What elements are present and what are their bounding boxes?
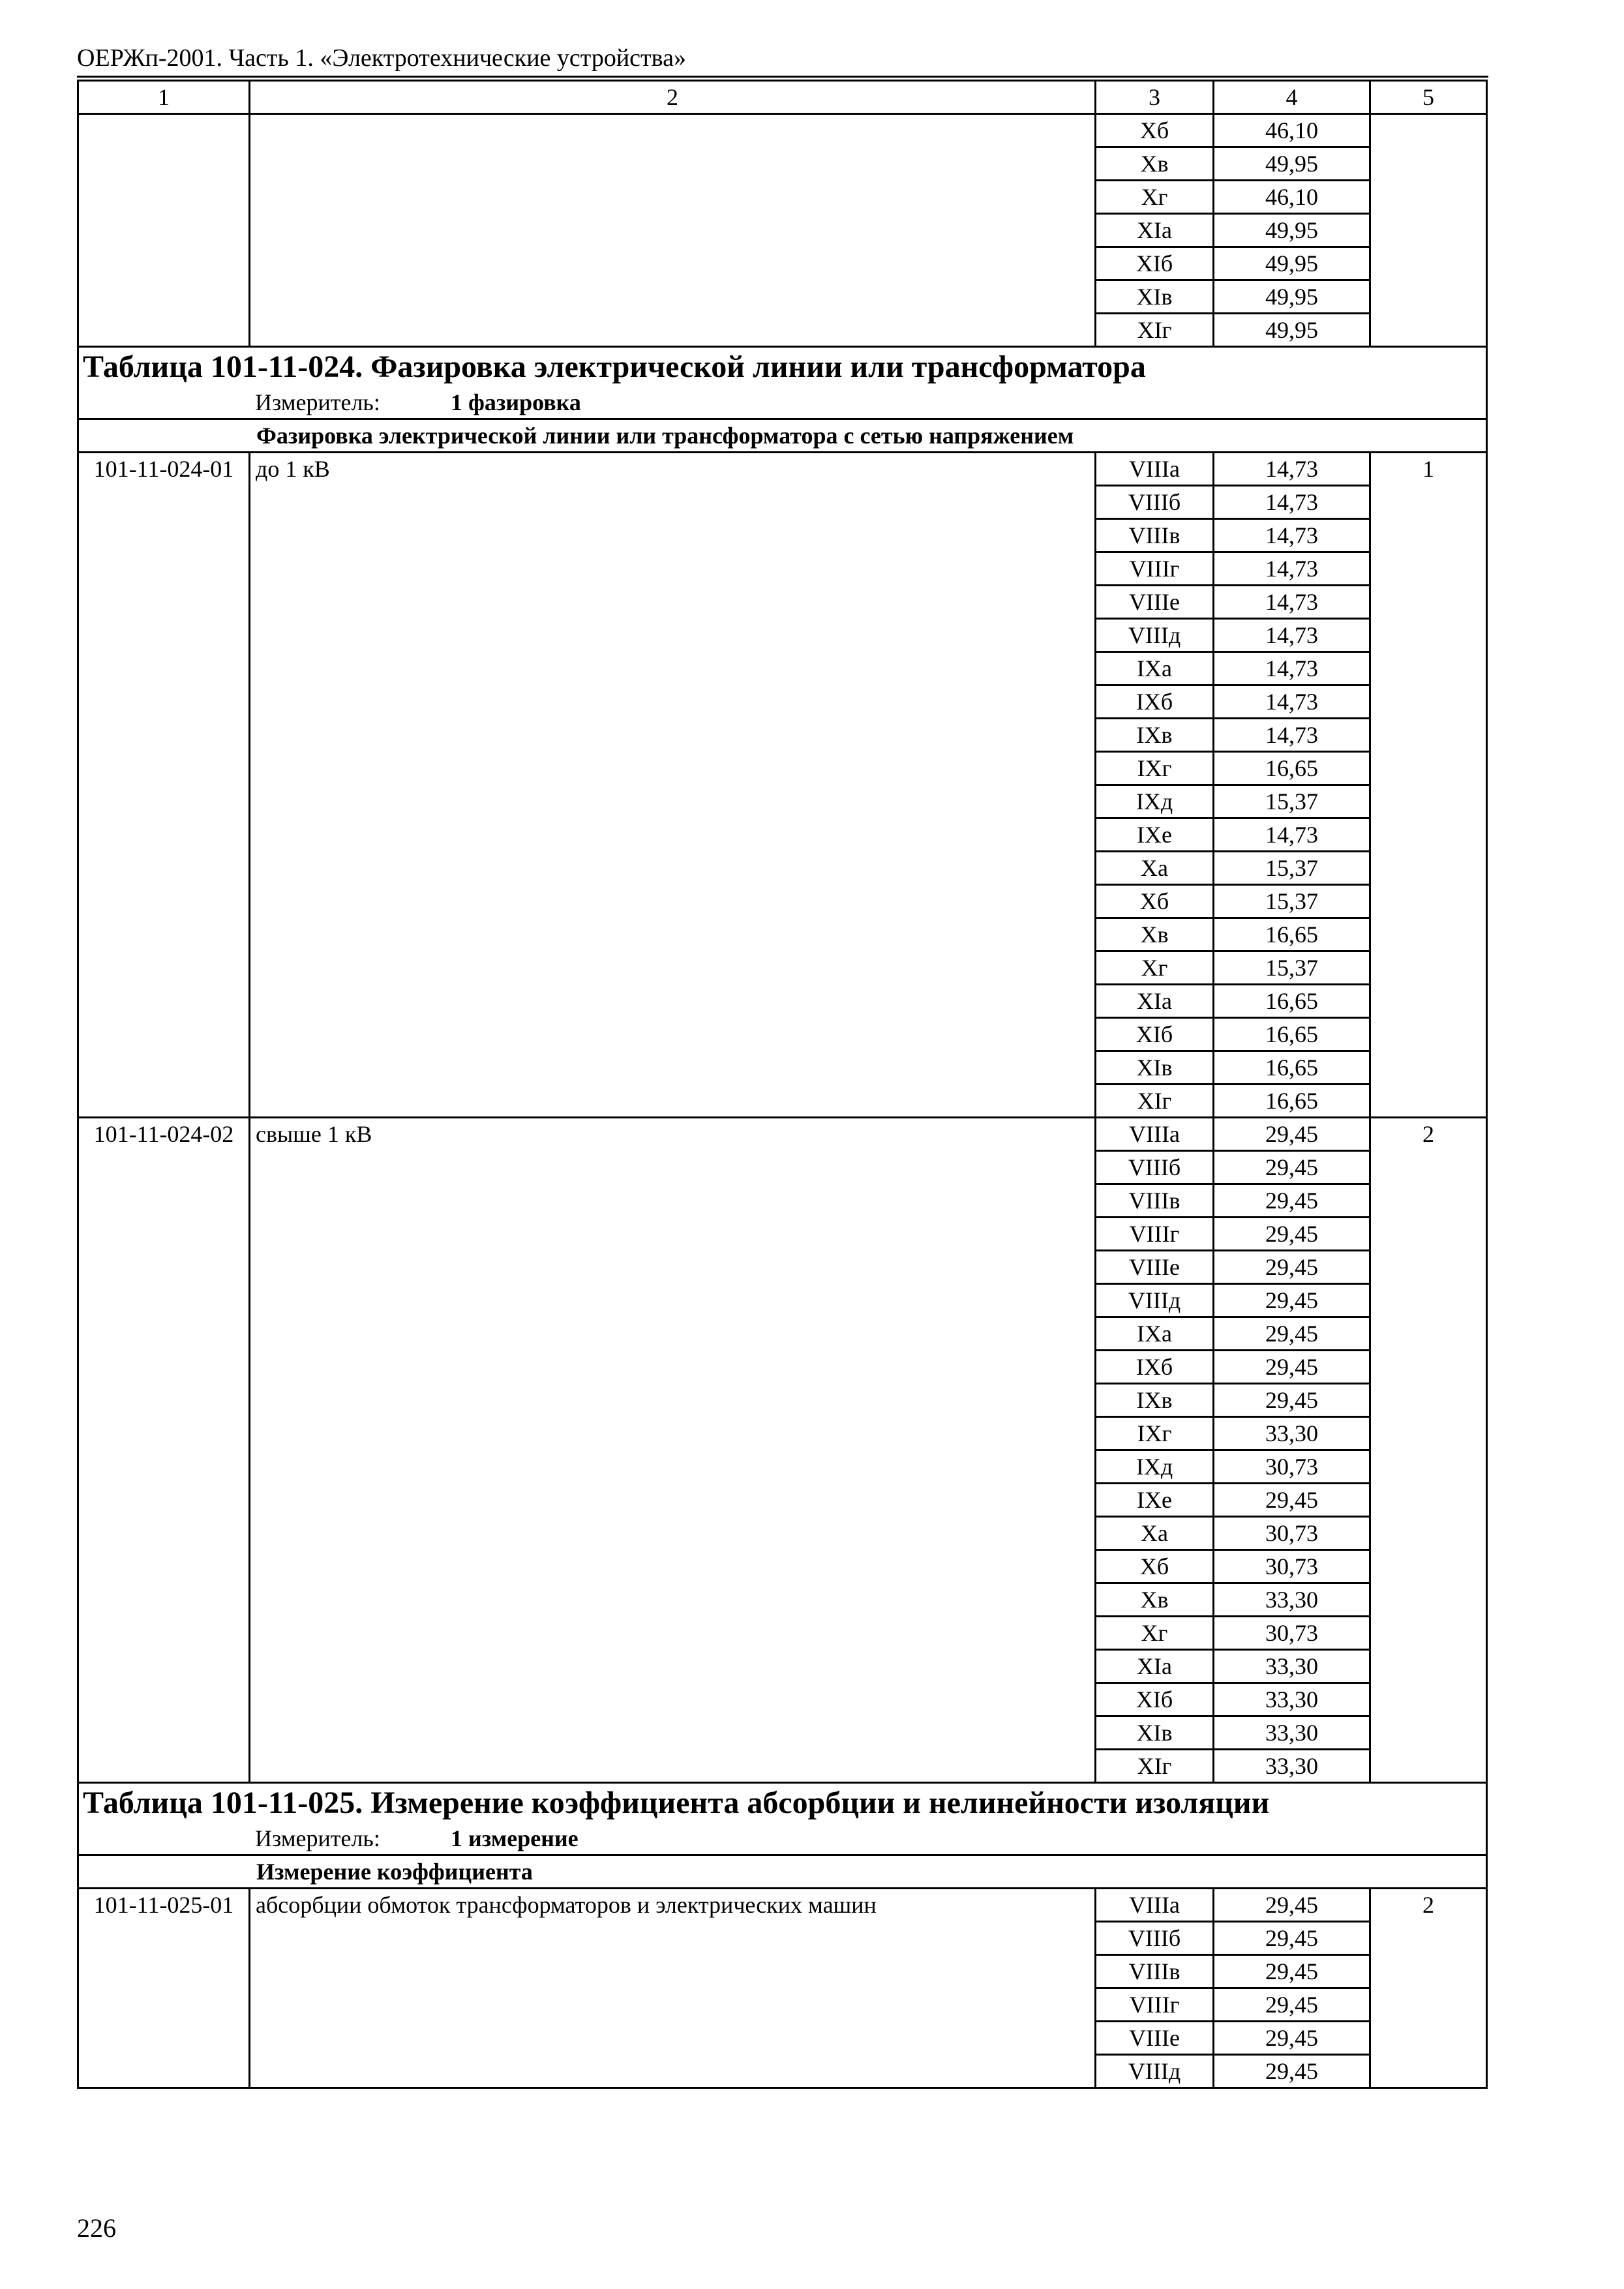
rates-table	[77, 80, 1488, 2089]
value-cell: 30,73	[1214, 1550, 1370, 1583]
class-cell: VIIIг	[1096, 1218, 1214, 1251]
class-cell: IXб	[1096, 1351, 1214, 1384]
unit-cell: 2	[1370, 1118, 1487, 1783]
table-row	[78, 1118, 1487, 1151]
subheading: Фазировка электрической линии или трансформатора с сетью напряжением	[78, 419, 1487, 453]
value-cell: 29,45	[1214, 1184, 1370, 1218]
class-cell: VIIIв	[1096, 519, 1214, 552]
value-cell: 15,37	[1214, 885, 1370, 918]
description-cell: свыше 1 кВ	[250, 1118, 1096, 1783]
value-cell: 33,30	[1214, 1683, 1370, 1716]
class-cell: VIIIе	[1096, 1251, 1214, 1284]
value-cell: 16,65	[1214, 1051, 1370, 1085]
class-cell: IXг	[1096, 752, 1214, 785]
value-cell: 16,65	[1214, 918, 1370, 951]
value-cell: 29,45	[1214, 1351, 1370, 1384]
value-cell: 29,45	[1214, 2022, 1370, 2055]
meter-label: Измеритель:	[255, 1825, 380, 1851]
table-title: Таблица 101-11-025. Измерение коэффициента абсорбции и нелинейности изоляции	[78, 1783, 1487, 1823]
class-cell: VIIIб	[1096, 1151, 1214, 1184]
code-cell: 101-11-024-01	[78, 453, 250, 1118]
class-cell: Xв	[1096, 147, 1214, 181]
value-cell: 46,10	[1214, 181, 1370, 214]
meter-row	[78, 387, 1487, 419]
description-cell: до 1 кВ	[250, 453, 1096, 1118]
value-cell: 16,65	[1214, 752, 1370, 785]
class-cell: VIIIд	[1096, 619, 1214, 652]
code-cell: 101-11-024-02	[78, 1118, 250, 1783]
column-number-2: 2	[250, 81, 1096, 114]
page-number: 226	[77, 2213, 116, 2243]
value-cell: 14,73	[1214, 619, 1370, 652]
column-number-1: 1	[78, 81, 250, 114]
class-cell: VIIIд	[1096, 1284, 1214, 1317]
table-row	[78, 1889, 1487, 1922]
value-cell: 29,45	[1214, 1317, 1370, 1351]
value-cell: 15,37	[1214, 785, 1370, 818]
value-cell: 30,73	[1214, 1617, 1370, 1650]
value-cell: 29,45	[1214, 1922, 1370, 1955]
class-cell: IXд	[1096, 1450, 1214, 1484]
class-cell: IXе	[1096, 1484, 1214, 1517]
class-cell: XIг	[1096, 1085, 1214, 1118]
value-cell: 14,73	[1214, 552, 1370, 586]
class-cell: VIIIе	[1096, 586, 1214, 619]
table-row	[78, 114, 1487, 147]
value-cell: 29,45	[1214, 1484, 1370, 1517]
class-cell: XIб	[1096, 1683, 1214, 1716]
class-cell: VIIIе	[1096, 2022, 1214, 2055]
class-cell: XIб	[1096, 247, 1214, 280]
value-cell: 33,30	[1214, 1650, 1370, 1683]
class-cell: IXд	[1096, 785, 1214, 818]
code-cell: 101-11-025-01	[78, 1889, 250, 2088]
subheading: Измерение коэффициента	[78, 1855, 1487, 1889]
table-row	[78, 453, 1487, 486]
value-cell: 33,30	[1214, 1417, 1370, 1450]
value-cell: 33,30	[1214, 1583, 1370, 1617]
value-cell: 14,73	[1214, 685, 1370, 719]
unit-cell: 2	[1370, 1889, 1487, 2088]
class-cell: IXг	[1096, 1417, 1214, 1450]
subheading-row	[78, 419, 1487, 453]
column-number-row	[78, 81, 1487, 114]
meter-row	[78, 1823, 1487, 1855]
value-cell: 30,73	[1214, 1517, 1370, 1550]
value-cell: 14,73	[1214, 486, 1370, 519]
column-number-4: 4	[1214, 81, 1370, 114]
class-cell: Xб	[1096, 114, 1214, 147]
class-cell: IXе	[1096, 818, 1214, 852]
description-cell	[250, 114, 1096, 347]
class-cell: VIIIб	[1096, 1922, 1214, 1955]
value-cell: 49,95	[1214, 147, 1370, 181]
table-title: Таблица 101-11-024. Фазировка электрической линии или трансформатора	[78, 347, 1487, 387]
class-cell: XIв	[1096, 1716, 1214, 1750]
code-cell	[78, 114, 250, 347]
rates-table-body	[78, 81, 1487, 2088]
value-cell: 14,73	[1214, 818, 1370, 852]
page-header: ОЕРЖп-2001. Часть 1. «Электротехнические устройства»	[77, 44, 686, 72]
class-cell: VIIIа	[1096, 453, 1214, 486]
class-cell: Xв	[1096, 918, 1214, 951]
value-cell: 14,73	[1214, 586, 1370, 619]
column-number-3: 3	[1096, 81, 1214, 114]
value-cell: 46,10	[1214, 114, 1370, 147]
class-cell: XIа	[1096, 985, 1214, 1018]
meter-cell	[78, 387, 1487, 419]
meter-label: Измеритель:	[255, 389, 380, 415]
class-cell: VIIIа	[1096, 1889, 1214, 1922]
class-cell: Xг	[1096, 951, 1214, 985]
class-cell: XIг	[1096, 1750, 1214, 1783]
subheading-row	[78, 1855, 1487, 1889]
table-title-row	[78, 1783, 1487, 1823]
class-cell: IXв	[1096, 1384, 1214, 1417]
class-cell: Xб	[1096, 1550, 1214, 1583]
class-cell: XIа	[1096, 214, 1214, 247]
class-cell: VIIIа	[1096, 1118, 1214, 1151]
class-cell: IXв	[1096, 719, 1214, 752]
value-cell: 16,65	[1214, 1018, 1370, 1051]
class-cell: IXа	[1096, 1317, 1214, 1351]
class-cell: XIа	[1096, 1650, 1214, 1683]
value-cell: 14,73	[1214, 652, 1370, 685]
header-rule	[77, 76, 1488, 78]
value-cell: 29,45	[1214, 2055, 1370, 2088]
value-cell: 29,45	[1214, 1988, 1370, 2022]
column-number-5: 5	[1370, 81, 1487, 114]
class-cell: Xг	[1096, 181, 1214, 214]
class-cell: Xа	[1096, 852, 1214, 885]
unit-cell: 1	[1370, 453, 1487, 1118]
value-cell: 49,95	[1214, 247, 1370, 280]
value-cell: 14,73	[1214, 719, 1370, 752]
class-cell: Xа	[1096, 1517, 1214, 1550]
value-cell: 29,45	[1214, 1151, 1370, 1184]
class-cell: VIIIг	[1096, 552, 1214, 586]
value-cell: 15,37	[1214, 951, 1370, 985]
class-cell: IXа	[1096, 652, 1214, 685]
value-cell: 49,95	[1214, 280, 1370, 314]
value-cell: 14,73	[1214, 519, 1370, 552]
class-cell: XIв	[1096, 1051, 1214, 1085]
class-cell: VIIIв	[1096, 1955, 1214, 1988]
value-cell: 33,30	[1214, 1716, 1370, 1750]
class-cell: Xб	[1096, 885, 1214, 918]
table-title-row	[78, 347, 1487, 387]
class-cell: XIг	[1096, 314, 1214, 347]
value-cell: 29,45	[1214, 1218, 1370, 1251]
class-cell: VIIIв	[1096, 1184, 1214, 1218]
value-cell: 29,45	[1214, 1284, 1370, 1317]
value-cell: 29,45	[1214, 1384, 1370, 1417]
description-cell: абсорбции обмоток трансформаторов и электрических машин	[250, 1889, 1096, 2088]
class-cell: XIв	[1096, 280, 1214, 314]
value-cell: 29,45	[1214, 1118, 1370, 1151]
value-cell: 16,65	[1214, 1085, 1370, 1118]
value-cell: 33,30	[1214, 1750, 1370, 1783]
unit-cell	[1370, 114, 1487, 347]
value-cell: 14,73	[1214, 453, 1370, 486]
class-cell: VIIIг	[1096, 1988, 1214, 2022]
value-cell: 16,65	[1214, 985, 1370, 1018]
class-cell: Xг	[1096, 1617, 1214, 1650]
meter-value: 1 фазировка	[451, 389, 581, 415]
meter-value: 1 измерение	[451, 1825, 579, 1851]
class-cell: XIб	[1096, 1018, 1214, 1051]
value-cell: 29,45	[1214, 1251, 1370, 1284]
value-cell: 15,37	[1214, 852, 1370, 885]
class-cell: Xв	[1096, 1583, 1214, 1617]
class-cell: VIIIд	[1096, 2055, 1214, 2088]
value-cell: 49,95	[1214, 214, 1370, 247]
value-cell: 29,45	[1214, 1955, 1370, 1988]
meter-cell	[78, 1823, 1487, 1855]
class-cell: IXб	[1096, 685, 1214, 719]
class-cell: VIIIб	[1096, 486, 1214, 519]
value-cell: 29,45	[1214, 1889, 1370, 1922]
value-cell: 49,95	[1214, 314, 1370, 347]
value-cell: 30,73	[1214, 1450, 1370, 1484]
